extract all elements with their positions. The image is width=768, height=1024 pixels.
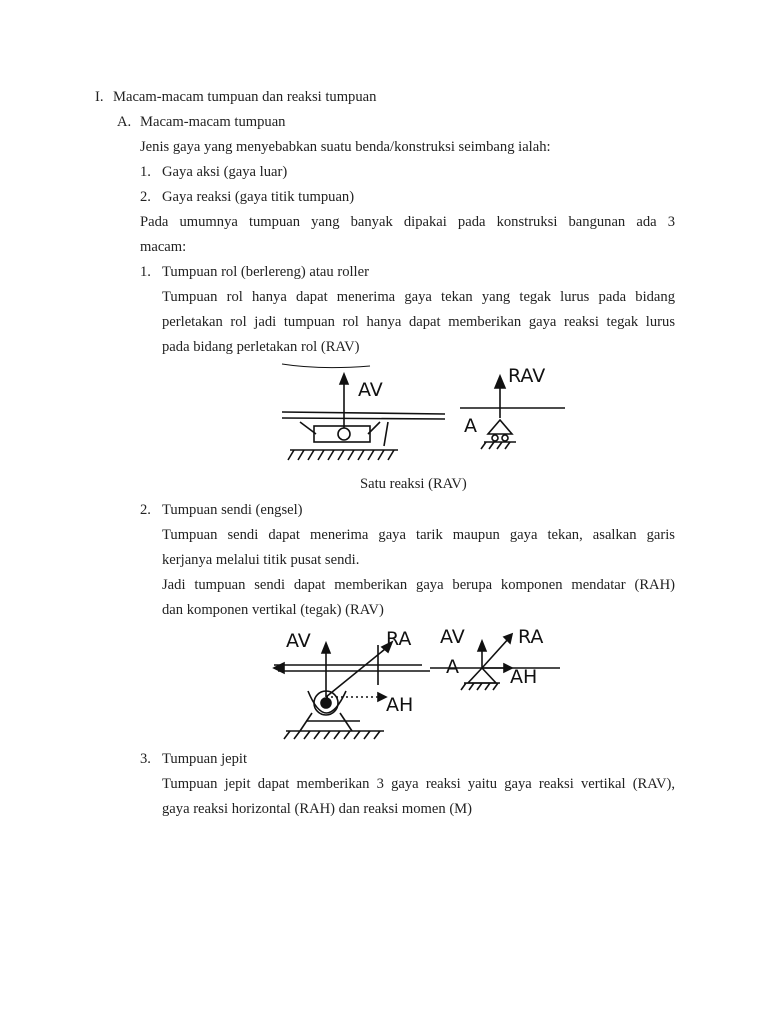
intro-text: Jenis gaya yang menyebabkan suatu benda/konstruksi seimbang ialah: <box>140 139 551 155</box>
hinge-support-figure <box>270 625 567 741</box>
list-item-text: Gaya reaksi (gaya titik tumpuan) <box>162 189 355 205</box>
figure-label-a: A <box>464 415 477 437</box>
figure-label-ra: RA <box>386 628 412 650</box>
figure-label-av: AV <box>440 626 465 648</box>
figure-label-av: AV <box>358 379 383 401</box>
paragraph-line: macam: <box>140 239 187 255</box>
paragraph-line: dan komponen vertikal (tegak) (RAV) <box>162 602 384 618</box>
support-title: Tumpuan jepit <box>162 751 248 767</box>
section-title: Macam-macam tumpuan dan reaksi tumpuan <box>113 89 377 105</box>
list-item-number: 2. <box>140 189 151 205</box>
paragraph-line: Jadi tumpuan sendi dapat memberikan gaya berupa komponen mendatar (RAH) <box>162 577 675 593</box>
support-number: 1. <box>140 264 151 280</box>
paragraph-line: gaya reaksi horizontal (RAH) dan reaksi momen (M) <box>162 801 473 817</box>
figure-label-ra: RA <box>518 626 544 648</box>
paragraph-line: Pada umumnya tumpuan yang banyak dipakai pada konstruksi bangunan ada 3 <box>140 214 675 230</box>
subsection-letter: A. <box>117 114 132 130</box>
support-number: 2. <box>140 502 151 518</box>
paragraph-line: Tumpuan rol hanya dapat menerima gaya tekan yang tegak lurus pada bidang <box>162 289 675 305</box>
paragraph-line: Tumpuan sendi dapat menerima gaya tarik maupun gaya tekan, asalkan garis <box>162 527 675 543</box>
paragraph-line: Tumpuan jepit dapat memberikan 3 gaya reaksi yaitu gaya reaksi vertikal (RAV), <box>162 776 675 792</box>
figure-caption: Satu reaksi (RAV) <box>360 476 467 492</box>
figure-label-ah: AH <box>386 694 414 716</box>
section-number: I. <box>95 89 104 105</box>
support-title: Tumpuan rol (berlereng) atau roller <box>162 264 369 280</box>
support-title: Tumpuan sendi (engsel) <box>162 502 303 518</box>
figure-label-av: AV <box>286 630 311 652</box>
roller-support-figure <box>280 362 565 468</box>
figure-label-rav: RAV <box>508 365 546 387</box>
figure-label-a: A <box>446 656 459 678</box>
list-item-text: Gaya aksi (gaya luar) <box>162 164 288 180</box>
figure-label-ah: AH <box>510 666 538 688</box>
support-number: 3. <box>140 751 151 767</box>
paragraph-line: pada bidang perletakan rol (RAV) <box>162 339 360 355</box>
list-item-number: 1. <box>140 164 151 180</box>
paragraph-line: perletakan rol jadi tumpuan rol hanya dapat memberikan gaya reaksi tegak lurus <box>162 314 675 330</box>
paragraph-line: kerjanya melalui titik pusat sendi. <box>162 552 360 568</box>
subsection-title: Macam-macam tumpuan <box>140 114 286 130</box>
